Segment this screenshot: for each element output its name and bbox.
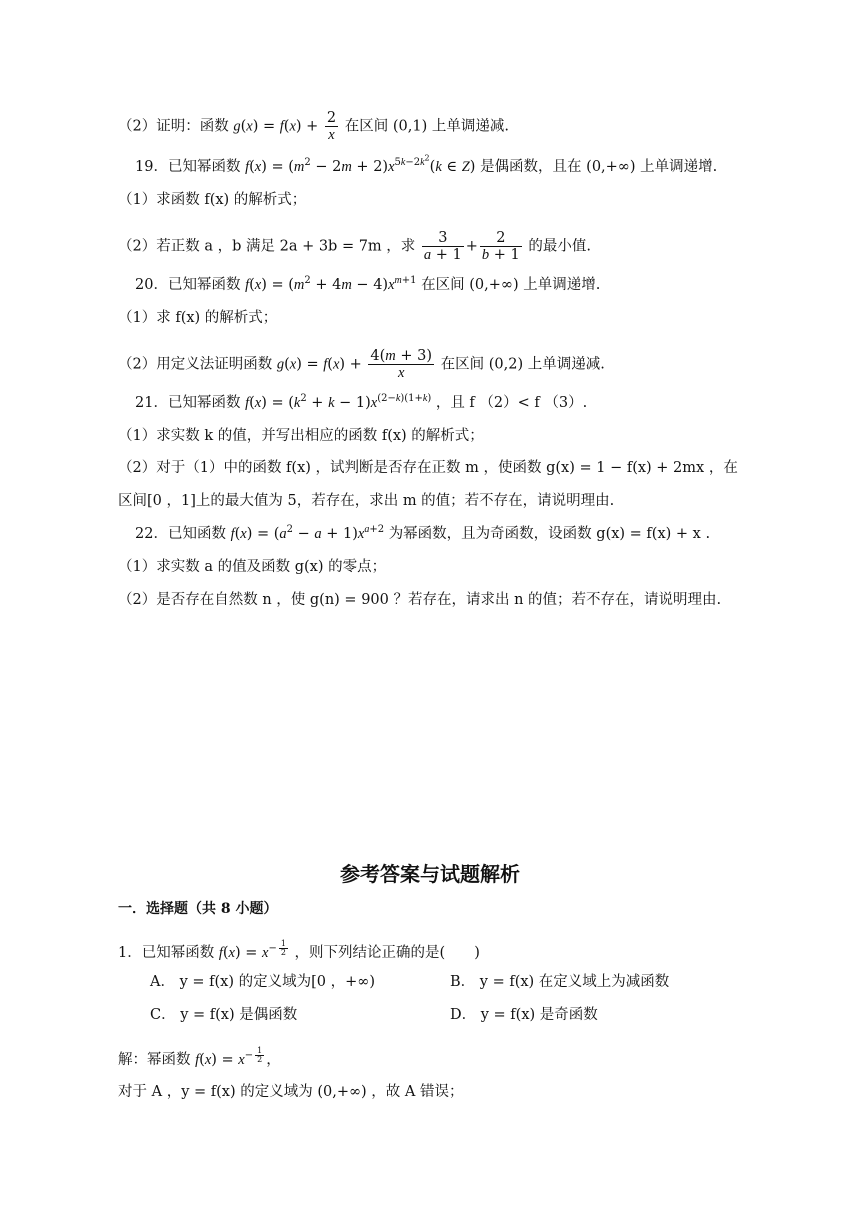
p20-formula: $f(x) = (m^2 + 4m - 4)x^{m+1}$: [245, 275, 417, 293]
answer-q1-suffix: ，则下列结论正确的是( ): [294, 944, 480, 961]
problem-22-part-1: （1）求实数 a 的值及函数 g(x) 的零点；: [118, 559, 387, 575]
p22-tail: 为幂函数，且为奇函数，设函数 g(x) = f(x) + x .: [388, 526, 711, 542]
p18-2-prefix: （2）证明：函数: [118, 118, 229, 135]
p21-tail: ，且 f （2）< f （3）.: [435, 395, 588, 411]
option-c-letter: C．: [150, 1007, 176, 1023]
option-c-text: y = f(x) 是偶函数: [180, 1007, 298, 1023]
answer-q1-prefix: 1．已知幂函数: [118, 944, 215, 961]
problem-19-part-2: （2）若正数 a ，b 满足 2a + 3b = 7m ，求 $\frac{3}{a + 1}$ + $\frac{2}{b + 1}$ 的最小值.: [118, 230, 591, 263]
p22-formula: $f(x) = (a^2 - a + 1)x^{a+2}$: [230, 524, 385, 542]
option-c: [150, 1005, 297, 1025]
p19-fraction-2: $\frac{2}{b + 1}$: [481, 230, 520, 263]
section-heading: 一．选择题（共 8 小题）: [118, 901, 278, 917]
p19-head: 19．已知幂函数: [135, 159, 241, 175]
p20-tail: 在区间 (0,+∞) 上单调递增.: [421, 277, 601, 293]
problem-18-part-2: （2）证明：函数 g(x) = f(x) + $\frac{2}{x}$ 在区间 (0,1) 上单调递减.: [118, 110, 509, 143]
option-d-letter: D．: [450, 1007, 477, 1023]
p22-head: 22．已知函数: [135, 526, 226, 542]
problem-20-part-1: （1）求 f(x) 的解析式；: [118, 310, 278, 326]
problem-21-part-1: （1）求实数 k 的值，并写出相应的函数 f(x) 的解析式；: [118, 428, 484, 444]
p20-q2-prefix: （2）用定义法证明函数: [118, 356, 273, 373]
problem-21-part-2-line-1: （2）对于（1）中的函数 f(x) ，试判断是否存在正数 m ，使函数 g(x) = 1 − f(x) + 2mx ，在: [118, 460, 738, 476]
option-b: [450, 972, 669, 992]
problem-21-part-2-line-2: 区间[0 ，1]上的最大值为 5，若存在，求出 m 的值；若不存在，请说明理由.: [118, 493, 615, 509]
p19-tail: 是偶函数，且在 (0,+∞) 上单调递增.: [480, 159, 718, 175]
option-a-letter: A．: [150, 974, 175, 990]
option-b-text: y = f(x) 在定义域上为减函数: [479, 974, 670, 990]
p20-head: 20．已知幂函数: [135, 277, 241, 293]
p21-head: 21．已知幂函数: [135, 395, 241, 411]
p18-2-suffix: 在区间 (0,1) 上单调递减.: [344, 118, 509, 135]
answer-q1-stem: 1．已知幂函数 $f(x) = x^{- \frac{1}{2}}$ ，则下列结论正确的是( ): [118, 939, 480, 961]
solution-prefix: 解：幂函数: [118, 1051, 191, 1068]
p19-fraction-1: $\frac{3}{a + 1}$: [423, 230, 462, 263]
problem-22-stem: [135, 524, 710, 544]
problem-20-stem: [135, 275, 600, 295]
option-d-text: y = f(x) 是奇函数: [480, 1007, 598, 1023]
p20-fraction: $\frac{4(m + 3)}{x}$: [370, 348, 433, 381]
problem-20-part-2: （2）用定义法证明函数 g(x) = f(x) + $\frac{4(m + 3)}{x}$ 在区间 (0,2) 上单调递减.: [118, 348, 605, 381]
p19-q2-prefix: （2）若正数 a ，b 满足 2a + 3b = 7m ，求: [118, 238, 416, 255]
p20-q2-suffix: 在区间 (0,2) 上单调递减.: [440, 356, 605, 373]
option-b-letter: B．: [450, 974, 476, 990]
p18-2-formula: g: [233, 118, 241, 135]
p18-2-fraction: $\frac{2}{x}$: [326, 110, 337, 143]
p19-formula: $f(x) = (m^2 - 2m + 2)x^{5k-2k^2}(k$ ∈ Z): [245, 153, 476, 175]
solution-line-2: 对于 A ，y = f(x) 的定义域为 (0,+∞) ，故 A 错误；: [118, 1084, 464, 1100]
p21-formula: $f(x) = (k^2 + k - 1)x^{(2-k)(1+k)}$: [245, 393, 432, 411]
problem-21-stem: [135, 393, 587, 413]
problem-19-stem: [135, 153, 718, 177]
problem-22-part-2: （2）是否存在自然数 n ，使 g(n) = 900 ？若存在，请求出 n 的值；若不存在，请说明理由.: [118, 592, 722, 608]
problem-19-part-1: （1）求函数 f(x) 的解析式；: [118, 192, 307, 208]
option-a-text: y = f(x) 的定义域为[0 ，+∞): [179, 974, 375, 990]
solution-line-1: 解：幂函数 $f(x) = x^{- \frac{1}{2}}$ ，: [118, 1046, 281, 1068]
option-a: [150, 972, 375, 992]
answers-title: 参考答案与试题解析: [340, 862, 520, 886]
option-d: [450, 1005, 598, 1025]
p19-q2-suffix: 的最小值.: [528, 238, 591, 255]
solution-suffix: ，: [266, 1051, 281, 1068]
